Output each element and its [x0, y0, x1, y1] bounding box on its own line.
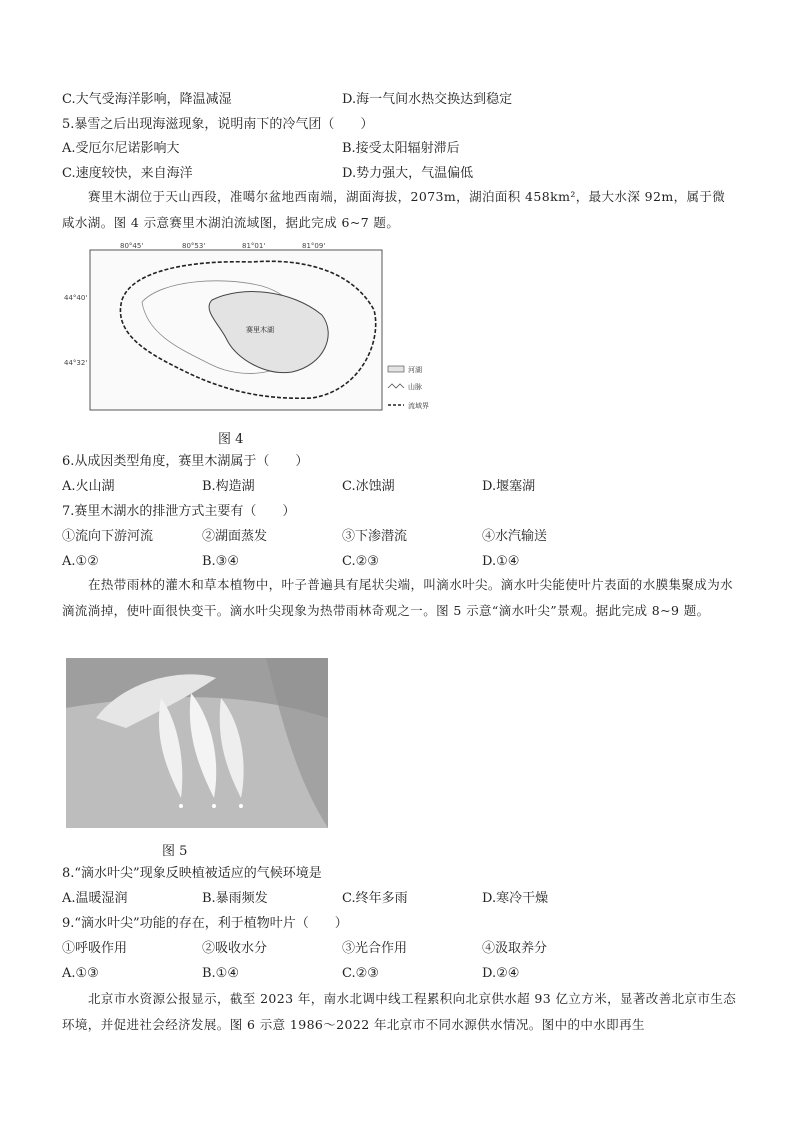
q9-option-b: B.①④ — [202, 966, 239, 981]
passage-sayram-lake-text: 赛里木湖位于天山西段，准噶尔盆地西南端，湖面海拔，2073m，湖泊面积 458km²，最大水深 92m，属于微咸水湖。图 4 示意赛里木湖泊流域图，据此完成 6~7 题。 — [62, 189, 726, 230]
passage-sayram-lake — [62, 184, 738, 236]
legend-lake: 河湖 — [408, 366, 422, 374]
q9-item-1: ①呼吸作用 — [62, 941, 128, 956]
q5-option-c: C.速度较快，来自海洋 — [62, 166, 193, 181]
water-drop-2 — [212, 804, 216, 808]
q9-option-d: D.②④ — [482, 966, 520, 981]
q9-option-c: C.②③ — [342, 966, 379, 981]
q9-option-a: A.①③ — [62, 966, 99, 981]
figure-5-caption: 图 5 — [162, 844, 188, 859]
q7-item-2: ②湖面蒸发 — [202, 529, 268, 544]
q7-stem: 7.赛里木湖水的排泄方式主要有（ ） — [62, 504, 296, 519]
q6-option-c: C.冰蚀湖 — [342, 479, 395, 494]
passage-beijing-water-text: 北京市水资源公报显示，截至 2023 年，南水北调中线工程累积向北京供水超 93 亿立方米，显著改善北京市生态环境，并促进社会经济发展。图 6 示意 1986～2022 年北京市不同水源供水情况。图中的中水即再生 — [62, 991, 737, 1032]
q8-option-c: C.终年多雨 — [342, 891, 408, 906]
legend-boundary: 流域界 — [408, 402, 429, 410]
q5-option-b: B.接受太阳辐射滞后 — [342, 141, 460, 156]
legend-mountain: 山脉 — [408, 383, 422, 391]
q6-option-a: A.火山湖 — [62, 479, 115, 494]
q7-item-1: ①流向下游河流 — [62, 529, 154, 544]
q8-option-d: D.寒冷干燥 — [482, 891, 549, 906]
drip-tip-photo — [66, 658, 328, 828]
legend-lake-swatch — [388, 366, 404, 372]
q9-stem: 9.“滴水叶尖”功能的存在，利于植物叶片（ ） — [62, 916, 348, 931]
q8-option-a: A.温暖湿润 — [62, 891, 128, 906]
q7-option-d: D.①④ — [482, 554, 520, 569]
q6-stem: 6.从成因类型角度，赛里木湖属于（ ） — [62, 454, 309, 469]
lon-label-1: 80°45' — [120, 242, 144, 250]
q6-option-b: B.构造湖 — [202, 479, 255, 494]
figure-4-caption: 图 4 — [218, 432, 244, 447]
lon-label-3: 81°01' — [242, 242, 266, 250]
passage-drip-tip — [62, 572, 738, 624]
lon-label-4: 81°09' — [302, 242, 326, 250]
q7-option-c: C.②③ — [342, 554, 379, 569]
passage-beijing-water — [62, 986, 738, 1038]
q4-option-d: D.海一气间水热交换达到稳定 — [342, 92, 513, 107]
lon-label-2: 80°53' — [182, 242, 206, 250]
lat-label-1: 44°40' — [64, 294, 88, 302]
q7-option-b: B.③④ — [202, 554, 239, 569]
q8-option-b: B.暴雨频发 — [202, 891, 268, 906]
q5-option-d: D.势力强大，气温偏低 — [342, 166, 474, 181]
lat-label-2: 44°32' — [64, 359, 88, 367]
q7-item-3: ③下渗潜流 — [342, 529, 408, 544]
q9-item-3: ③光合作用 — [342, 941, 408, 956]
water-drop-1 — [179, 804, 183, 808]
q5-option-a: A.受厄尔尼诺影响大 — [62, 141, 180, 156]
legend-mountain-swatch — [388, 384, 404, 388]
water-drop-3 — [239, 804, 243, 808]
q9-item-2: ②吸收水分 — [202, 941, 268, 956]
q5-stem: 5.暴雪之后出现海滋现象，说明南下的冷气团（ ） — [62, 117, 374, 132]
q6-option-d: D.堰塞湖 — [482, 479, 536, 494]
q4-option-c: C.大气受海洋影响，降温减湿 — [62, 92, 232, 107]
passage-drip-tip-text: 在热带雨林的灌木和草本植物中，叶子普遍具有尾状尖端，叫滴水叶尖。滴水叶尖能使叶片表面的水膜集聚成为水滴流淌掉，使叶面很快变干。滴水叶尖现象为热带雨林奇观之一。图 5 示意“滴水叶尖”景观。据此完成 8~9 题。 — [62, 577, 734, 618]
q7-option-a: A.①② — [62, 554, 99, 569]
q8-stem: 8.“滴水叶尖”现象反映植被适应的气候环境是 — [62, 866, 322, 881]
q7-item-4: ④水汽输送 — [482, 529, 548, 544]
lake-label: 赛里木湖 — [246, 326, 274, 334]
sayram-lake-basin-map — [62, 240, 442, 420]
q9-item-4: ④汲取养分 — [482, 941, 548, 956]
